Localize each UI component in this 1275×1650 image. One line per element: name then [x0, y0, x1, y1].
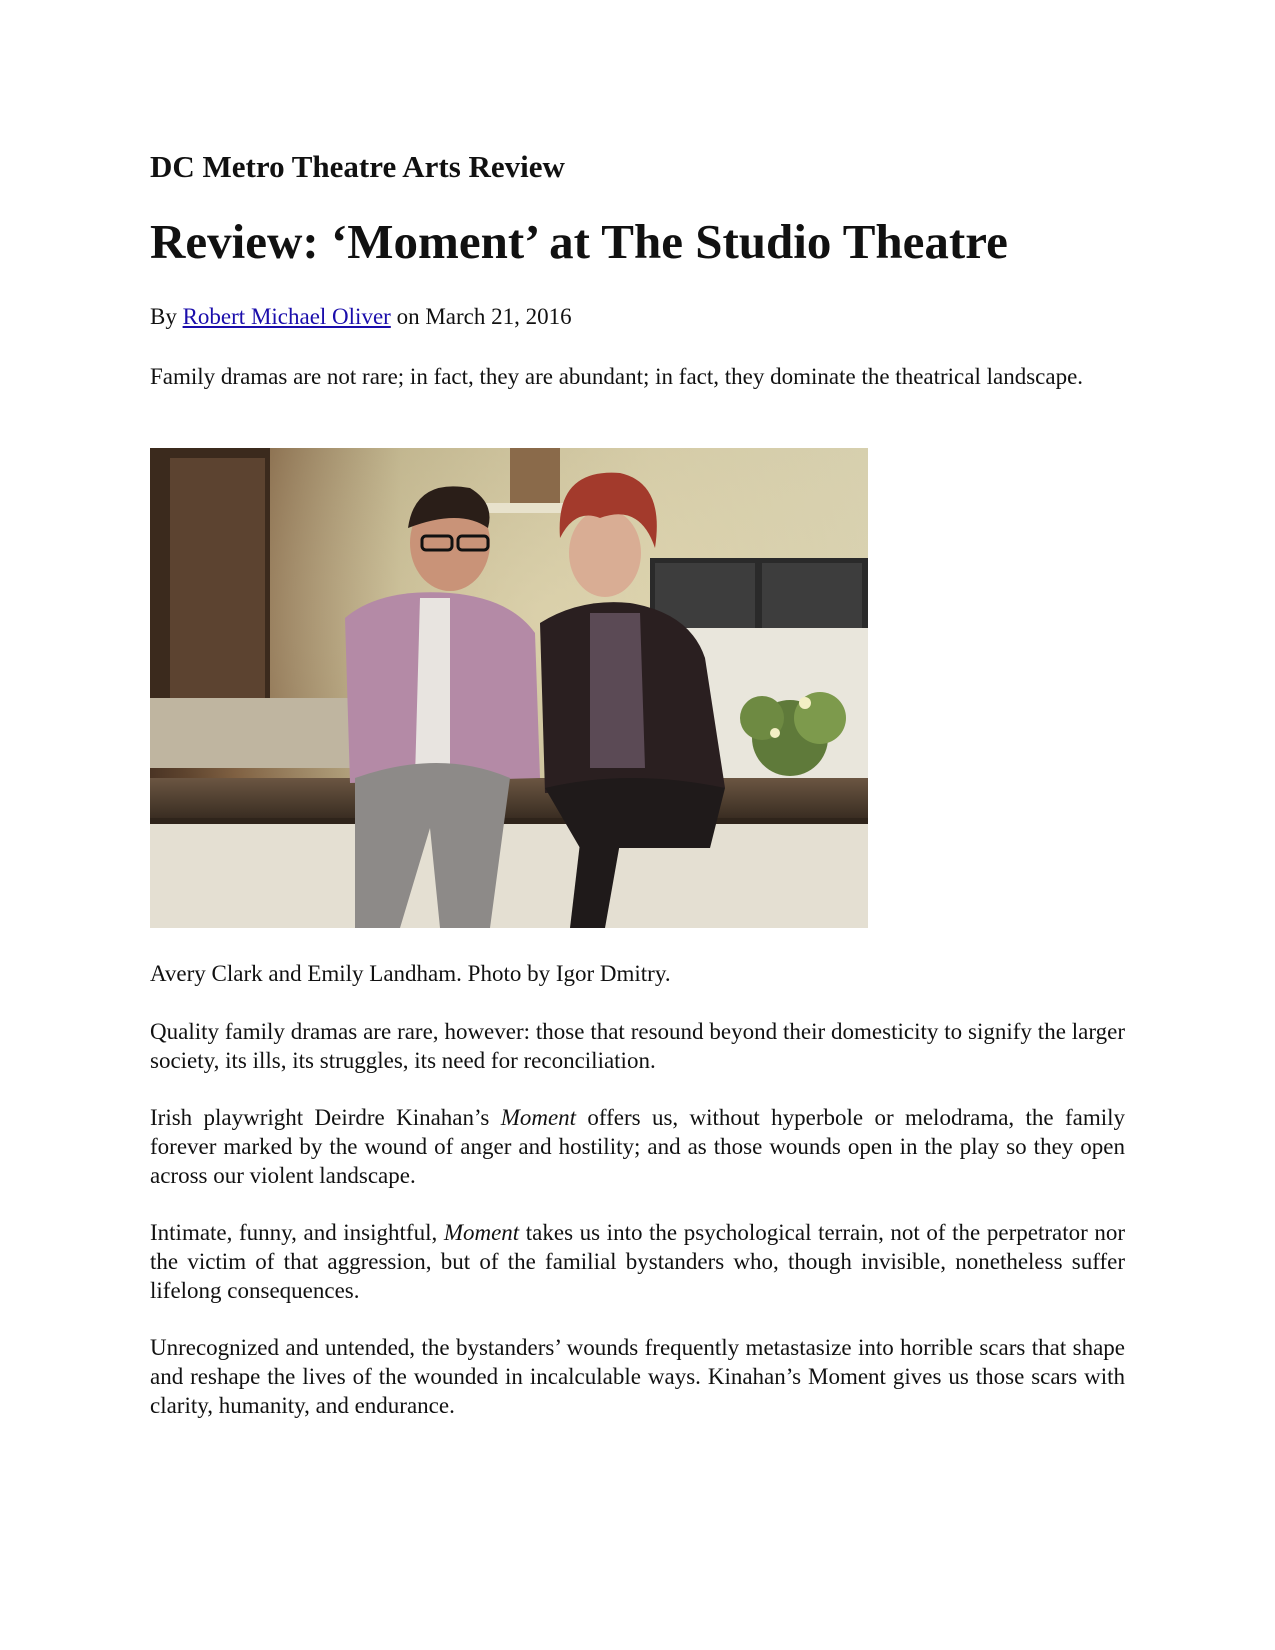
- byline-date: on March 21, 2016: [390, 304, 572, 329]
- paragraph-3-after: offers us, without hyperbole or melodrama, the family forever marked by the wound of anger and hostility; and as those wounds open in the play so they open across our violent landscape.: [150, 1105, 1125, 1188]
- article-title: Review: ‘Moment’ at The Studio Theatre: [150, 214, 1008, 269]
- paragraph-5: Unrecognized and untended, the bystanders’ wounds frequently metastasize into horrible scars that shape and reshape the lives of the wounded in incalculable ways. Kinahan’s Moment gives us those scars with clarity, humanity, and endurance.: [150, 1335, 1125, 1418]
- paragraph-4-before: Intimate, funny, and insightful,: [150, 1220, 444, 1245]
- paragraph-3: [150, 1103, 1125, 1190]
- paragraph-4-after: takes us into the psychological terrain, not of the perpetrator nor the victim of that aggression, but of the familial bystanders who, though invisible, nonetheless suffer lifelong consequences.: [150, 1220, 1125, 1303]
- paragraph-1: Family dramas are not rare; in fact, they are abundant; in fact, they dominate the theatrical landscape.: [150, 364, 1084, 389]
- byline: [150, 303, 572, 331]
- author-link[interactable]: Robert Michael Oliver: [182, 304, 391, 329]
- stage-photo: [150, 448, 868, 928]
- byline-prefix: By: [150, 304, 183, 329]
- paragraph-2: Quality family dramas are rare, however: those that resound beyond their domesticity to signify the larger society, its ills, its struggles, its need for reconciliation.: [150, 1019, 1125, 1073]
- photo-caption: Avery Clark and Emily Landham. Photo by Igor Dmitry.: [150, 961, 671, 986]
- paragraph-4: [150, 1218, 1125, 1305]
- publication-name: DC Metro Theatre Arts Review: [150, 149, 565, 184]
- play-title-moment: Moment: [500, 1105, 577, 1130]
- stage-photo-illustration: [150, 448, 868, 928]
- play-title-moment: Moment: [443, 1220, 520, 1245]
- paragraph-3-before: Irish playwright Deirdre Kinahan’s: [150, 1105, 501, 1130]
